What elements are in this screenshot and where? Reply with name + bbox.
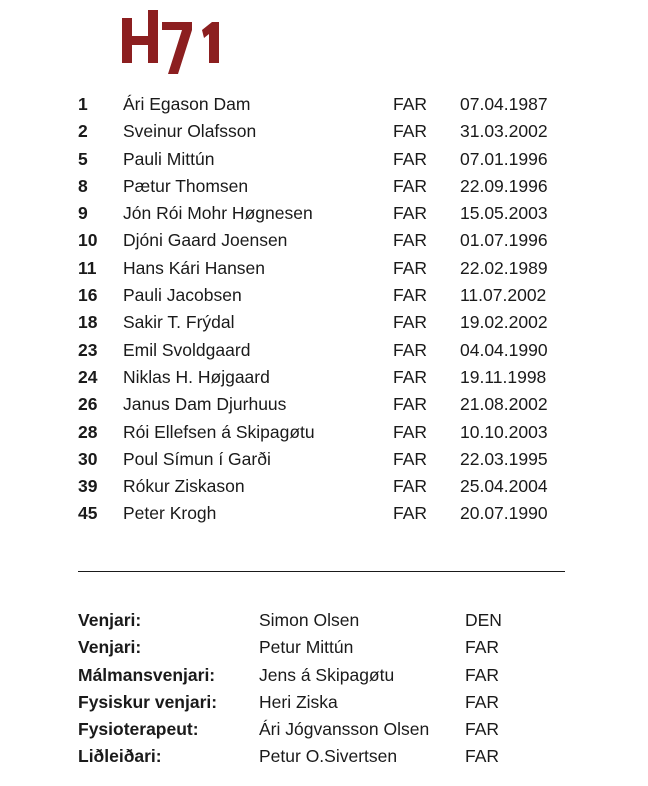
player-row <box>78 500 578 527</box>
player-birthdate: 07.01.1996 <box>460 148 548 169</box>
player-row <box>78 337 578 364</box>
section-divider <box>78 571 565 572</box>
player-name: Emil Svoldgaard <box>123 339 251 360</box>
staff-nationality: FAR <box>465 746 500 767</box>
player-name: Rói Ellefsen á Skipagøtu <box>123 421 315 442</box>
staff-role: Liðleiðari: <box>78 746 162 767</box>
player-name: Peter Krogh <box>123 503 217 524</box>
staff-nationality: FAR <box>465 664 500 685</box>
staff-role: Fysiskur venjari: <box>78 691 218 712</box>
player-row <box>78 227 578 254</box>
player-birthdate: 19.02.2002 <box>460 312 548 333</box>
player-birthdate: 22.02.1989 <box>460 257 548 278</box>
player-number: 45 <box>78 503 98 524</box>
player-name: Niklas H. Højgaard <box>123 366 270 387</box>
player-nationality: FAR <box>393 94 428 114</box>
player-birthdate: 04.04.1990 <box>460 339 548 360</box>
player-number: 28 <box>78 421 98 442</box>
staff-row <box>78 662 578 689</box>
player-nationality: FAR <box>393 203 428 224</box>
staff-role: Venjari: <box>78 610 142 630</box>
player-nationality: FAR <box>393 148 428 169</box>
player-number: 18 <box>78 312 98 333</box>
player-name: Hans Kári Hansen <box>123 257 266 278</box>
player-row <box>78 391 578 418</box>
club-logo <box>120 8 224 76</box>
player-name: Rókur Ziskason <box>123 476 245 497</box>
staff-name: Petur Mittún <box>259 637 354 658</box>
player-nationality: FAR <box>393 121 428 142</box>
staff-name: Simon Olsen <box>259 610 360 630</box>
player-birthdate: 20.07.1990 <box>460 503 548 524</box>
player-birthdate: 22.03.1995 <box>460 448 548 469</box>
player-name: Pætur Thomsen <box>123 175 249 196</box>
player-number: 9 <box>78 203 88 224</box>
staff-name: Jens á Skipagøtu <box>259 664 395 685</box>
player-number: 24 <box>78 366 98 387</box>
player-number: 1 <box>78 94 88 114</box>
player-row <box>78 473 578 500</box>
player-nationality: FAR <box>393 394 428 415</box>
staff-role: Fysioterapeut: <box>78 719 199 740</box>
player-row <box>78 255 578 282</box>
player-name: Pauli Mittún <box>123 148 215 169</box>
staff-row <box>78 634 578 661</box>
player-birthdate: 21.08.2002 <box>460 394 548 415</box>
staff-name: Petur O.Sivertsen <box>259 746 398 767</box>
player-row <box>78 200 578 227</box>
staff-role: Venjari: <box>78 637 142 658</box>
player-number: 5 <box>78 148 88 169</box>
staff-row <box>78 689 578 716</box>
player-birthdate: 22.09.1996 <box>460 175 548 196</box>
player-nationality: FAR <box>393 476 428 497</box>
player-row <box>78 91 578 118</box>
player-row <box>78 118 578 145</box>
player-number: 8 <box>78 175 88 196</box>
staff-row <box>78 607 578 634</box>
player-birthdate: 11.07.2002 <box>460 285 547 306</box>
staff-nationality: FAR <box>465 719 500 740</box>
player-nationality: FAR <box>393 421 428 442</box>
player-nationality: FAR <box>393 285 428 306</box>
h71-logo-icon <box>120 8 224 76</box>
player-number: 10 <box>78 230 98 251</box>
player-nationality: FAR <box>393 312 428 333</box>
player-name: Ári Egason Dam <box>123 94 251 114</box>
staff-name: Ári Jógvansson Olsen <box>259 719 430 740</box>
staff-role: Málmansvenjari: <box>78 664 216 685</box>
staff-row <box>78 743 578 770</box>
player-nationality: FAR <box>393 339 428 360</box>
staff-list <box>78 607 578 771</box>
player-birthdate: 25.04.2004 <box>460 476 548 497</box>
staff-nationality: DEN <box>465 610 502 630</box>
player-name: Poul Símun í Garði <box>123 448 271 469</box>
player-nationality: FAR <box>393 366 428 387</box>
player-number: 2 <box>78 121 88 142</box>
player-birthdate: 19.11.1998 <box>460 366 547 387</box>
player-name: Sakir T. Frýdal <box>123 312 235 333</box>
player-nationality: FAR <box>393 257 428 278</box>
player-nationality: FAR <box>393 503 428 524</box>
player-row <box>78 446 578 473</box>
player-birthdate: 15.05.2003 <box>460 203 548 224</box>
player-name: Jón Rói Mohr Høgnesen <box>123 203 313 224</box>
player-name: Djóni Gaard Joensen <box>123 230 288 251</box>
player-name: Janus Dam Djurhuus <box>123 394 287 415</box>
player-row <box>78 364 578 391</box>
player-number: 23 <box>78 339 98 360</box>
player-row <box>78 146 578 173</box>
player-row <box>78 309 578 336</box>
player-row <box>78 173 578 200</box>
player-nationality: FAR <box>393 448 428 469</box>
player-name: Sveinur Olafsson <box>123 121 257 142</box>
staff-nationality: FAR <box>465 691 500 712</box>
player-number: 11 <box>78 257 97 278</box>
player-number: 39 <box>78 476 98 497</box>
player-roster <box>78 91 578 528</box>
staff-row <box>78 716 578 743</box>
staff-name: Heri Ziska <box>259 691 338 712</box>
player-birthdate: 10.10.2003 <box>460 421 548 442</box>
player-row <box>78 282 578 309</box>
player-birthdate: 01.07.1996 <box>460 230 548 251</box>
player-birthdate: 31.03.2002 <box>460 121 548 142</box>
player-row <box>78 419 578 446</box>
player-number: 16 <box>78 285 98 306</box>
player-nationality: FAR <box>393 230 428 251</box>
player-number: 26 <box>78 394 98 415</box>
staff-nationality: FAR <box>465 637 500 658</box>
player-name: Pauli Jacobsen <box>123 285 242 306</box>
player-birthdate: 07.04.1987 <box>460 94 548 114</box>
player-nationality: FAR <box>393 175 428 196</box>
player-number: 30 <box>78 448 98 469</box>
